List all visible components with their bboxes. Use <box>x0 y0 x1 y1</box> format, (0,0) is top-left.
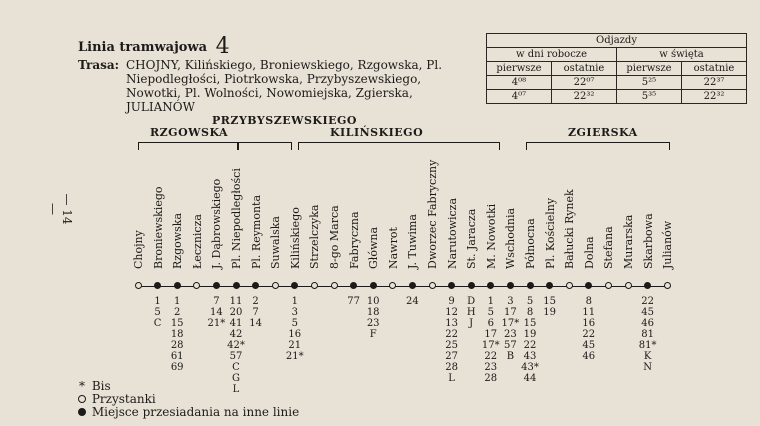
departure-cell: 22³² <box>552 90 617 104</box>
line-number: 28 <box>445 362 458 373</box>
workdays-header: w dni robocze <box>487 48 617 62</box>
line-number: 10 <box>366 296 380 307</box>
transfer-stop-marker <box>507 282 514 289</box>
route-text: CHOJNY, Kilińskiego, Broniewskiego, Rzgowska, Pl. Niepodległości, Piotrkowska, Przybyszewskiego, Nowotki, Pl. Wolności, Nowomiejska, Zgierska, JULIANÓW <box>126 58 443 114</box>
line-number: 42* <box>227 340 245 351</box>
line-number: 8 <box>526 307 534 318</box>
legend-bis-label: Bis <box>91 379 111 393</box>
transfer-stop-marker <box>370 282 377 289</box>
line-number: 7 <box>213 296 220 307</box>
stop-name: Bałucki Rynek <box>563 189 577 269</box>
departure-cell: 22⁰⁷ <box>552 76 617 90</box>
asterisk-icon: * <box>79 379 85 393</box>
transfer-stop-marker <box>448 282 455 289</box>
line-number: 8 <box>585 296 592 307</box>
line-number: 5 <box>154 307 161 318</box>
holidays-header: w święta <box>617 48 747 62</box>
line-number: 45 <box>641 307 654 318</box>
line-number: K <box>643 351 652 362</box>
transfer-stop-marker <box>468 282 475 289</box>
line-number: 24 <box>406 296 419 307</box>
stop-name: Suwalska <box>269 216 283 269</box>
transfer-stop-marker <box>213 282 220 289</box>
line-number: D <box>467 296 476 307</box>
line-number: 13 <box>445 318 458 329</box>
stop-name: Broniewskiego <box>151 186 165 269</box>
departure-cell: 5²⁵ <box>617 76 682 90</box>
line-number: 17* <box>481 340 500 351</box>
line-number: 21* <box>285 351 304 362</box>
street-przybyszewskiego: PRZYBYSZEWSKIEGO <box>212 114 357 127</box>
line-number: 18 <box>366 307 380 318</box>
first-header: pierwsze <box>487 62 552 76</box>
line-number: 14 <box>210 307 223 318</box>
last-header: ostatnie <box>552 62 617 76</box>
line-number: 5 <box>487 307 494 318</box>
line-number: 1 <box>174 296 181 307</box>
line-number: 43 <box>523 351 537 362</box>
transfer-stop-marker <box>487 282 494 289</box>
line-number: 19 <box>543 307 556 318</box>
connecting-lines <box>636 296 660 373</box>
stop-marker <box>193 282 200 289</box>
stop-name: Stefana <box>602 226 616 269</box>
line-number: F <box>369 329 377 340</box>
stop-name: Dolna <box>582 236 596 269</box>
line-number: 15 <box>170 318 184 329</box>
line-number: 46 <box>641 318 654 329</box>
stop-name: Dworzec Fabryczny <box>426 159 439 269</box>
line-number: 6 <box>487 318 494 329</box>
departure-cell: 5³⁵ <box>617 90 682 104</box>
transfer-stop-marker <box>291 282 298 289</box>
transfer-stop-marker <box>174 282 181 289</box>
line-number: 1 <box>487 296 494 307</box>
stop-name: Narutowicza <box>445 197 459 269</box>
line-number: 77 <box>347 296 360 307</box>
stop-name: J. Dąbrowskiego <box>210 178 224 269</box>
line-number: 45 <box>582 340 596 351</box>
stop-name: Nawrot <box>386 227 400 269</box>
line-number: 14 <box>249 318 262 329</box>
transfer-stop-marker <box>350 282 357 289</box>
line-number: 25 <box>445 340 458 351</box>
stop-name: Pl. Kościelny <box>543 197 557 269</box>
line-title <box>78 34 230 59</box>
line-number: 15 <box>523 318 537 329</box>
line-number: 81* <box>638 340 657 351</box>
line-number: 2 <box>174 307 181 318</box>
last-header: ostatnie <box>682 62 747 76</box>
line-number: 28 <box>170 340 184 351</box>
stop-marker <box>135 282 142 289</box>
line-number: 23 <box>366 318 380 329</box>
line-number: 69 <box>170 362 184 373</box>
line-number: 11 <box>582 307 596 318</box>
stop-name: Chojny <box>132 230 145 269</box>
stop-marker <box>605 282 612 289</box>
stop-name: 8-go Marca <box>328 205 341 269</box>
line-number: 2 <box>252 296 259 307</box>
first-header: pierwsze <box>617 62 682 76</box>
stop-name: Północna <box>524 218 537 269</box>
line-number: C <box>232 362 240 373</box>
line-number: 1 <box>154 296 161 307</box>
stop-name: Kilińskiego <box>288 207 302 269</box>
connecting-lines <box>361 296 385 340</box>
street-bracket <box>238 142 292 150</box>
connecting-lines <box>283 296 307 362</box>
connecting-lines <box>400 296 424 307</box>
connecting-lines <box>165 296 189 373</box>
line-number: 27 <box>445 351 458 362</box>
line-number: 22 <box>582 329 596 340</box>
line-number: 44 <box>523 373 537 384</box>
legend-transfer <box>76 406 299 419</box>
connecting-lines <box>244 296 268 329</box>
line-number: 57 <box>229 351 243 362</box>
line-number: 28 <box>484 373 498 384</box>
stop-marker <box>272 282 279 289</box>
route-description <box>78 58 473 114</box>
stop-marker <box>331 282 338 289</box>
line-number: 3 <box>291 307 298 318</box>
street-bracket <box>298 142 500 150</box>
line-number: 22 <box>484 351 498 362</box>
stop-name: Skarbowa <box>641 213 655 269</box>
line-number: 22 <box>641 296 654 307</box>
line-number: 4 <box>215 34 230 59</box>
stop-name: Główna <box>367 226 381 269</box>
stop-name: M. Nowotki <box>484 203 498 269</box>
line-number: 20 <box>229 307 243 318</box>
line-number: 17* <box>501 318 520 329</box>
route-label: Trasa: <box>78 58 120 72</box>
street-rzgowska: RZGOWSKA <box>150 126 229 139</box>
departure-cell: 4⁰⁸ <box>487 76 552 90</box>
line-number: L <box>448 373 455 384</box>
stop-name: St. Jaracza <box>465 208 479 269</box>
transfer-stop-marker <box>527 282 534 289</box>
connecting-lines <box>577 296 601 362</box>
line-number: C <box>153 318 162 329</box>
line-number: 21 <box>288 340 302 351</box>
line-number: 23 <box>484 362 498 373</box>
departures-table <box>486 33 747 104</box>
departure-cell: 4⁰⁷ <box>487 90 552 104</box>
stop-marker <box>311 282 318 289</box>
transfer-stop-marker <box>546 282 553 289</box>
filled-circle-icon <box>78 408 86 416</box>
line-number: 5 <box>526 296 534 307</box>
line-number: J <box>469 318 474 329</box>
line-number: 3 <box>507 296 514 307</box>
line-number: 41 <box>229 318 243 329</box>
line-number: 15 <box>543 296 556 307</box>
stop-marker <box>389 282 396 289</box>
line-number: 23 <box>504 329 517 340</box>
line-number: 81 <box>641 329 654 340</box>
stop-name: Łecznicza <box>190 214 204 269</box>
line-number: 22 <box>445 329 458 340</box>
line-number: 61 <box>170 351 184 362</box>
line-number: 42 <box>229 329 243 340</box>
line-number: B <box>506 351 515 362</box>
line-number: 46 <box>582 351 596 362</box>
line-number: H <box>466 307 476 318</box>
departure-cell: 22³² <box>682 90 747 104</box>
page-number: — 14 — <box>46 193 74 225</box>
line-number: 57 <box>504 340 517 351</box>
stop-name: J. Tuwima <box>406 214 420 269</box>
line-number: 1 <box>291 296 298 307</box>
transfer-stop-marker <box>233 282 240 289</box>
line-number: 17 <box>484 329 498 340</box>
stop-name: Pl. Reymonta <box>249 194 263 269</box>
street-bracket <box>138 142 238 150</box>
legend-transfer-label: Miejsce przesiadania na inne linie <box>91 405 300 419</box>
departure-cell: 22³⁷ <box>682 76 747 90</box>
line-number: G <box>232 373 240 384</box>
line-number: 21* <box>207 318 226 329</box>
stop-marker <box>429 282 436 289</box>
line-number: 5 <box>291 318 298 329</box>
stop-name: Murarska <box>622 214 635 269</box>
departures-header: Odjazdy <box>487 34 747 48</box>
line-number: 9 <box>448 296 455 307</box>
connecting-lines <box>538 296 562 318</box>
line-number: 7 <box>252 307 259 318</box>
line-number: N <box>643 362 652 373</box>
line-number: 22 <box>523 340 537 351</box>
line-number: L <box>232 384 240 395</box>
line-number: 19 <box>523 329 537 340</box>
open-circle-icon <box>78 395 86 403</box>
line-number: 16 <box>288 329 302 340</box>
street-zgierska: ZGIERSKA <box>568 126 638 139</box>
legend-stops-label: Przystanki <box>91 392 156 406</box>
transfer-stop-marker <box>644 282 651 289</box>
line-number: 43* <box>521 362 539 373</box>
street-bracket <box>526 142 670 150</box>
legend <box>76 380 299 419</box>
line-title-label: Linia tramwajowa <box>78 40 208 55</box>
transfer-stop-marker <box>585 282 592 289</box>
stop-name: Pl. Niepodległości <box>230 168 243 269</box>
stop-name: Julianów <box>661 220 675 269</box>
stop-name: Rzgowska <box>171 212 185 269</box>
stop-name: Wschodnia <box>504 207 518 269</box>
stop-marker <box>625 282 632 289</box>
line-number: 12 <box>445 307 458 318</box>
stop-marker <box>566 282 573 289</box>
stop-name: Fabryczna <box>347 211 361 269</box>
stop-marker <box>664 282 671 289</box>
transfer-stop-marker <box>409 282 416 289</box>
transfer-stop-marker <box>252 282 259 289</box>
line-number: 16 <box>582 318 596 329</box>
line-number: 17 <box>504 307 517 318</box>
stop-name: Strzelczyka <box>308 204 322 269</box>
line-number: 18 <box>170 329 184 340</box>
street-kilinskiego: KILIŃSKIEGO <box>330 126 424 139</box>
transfer-stop-marker <box>154 282 161 289</box>
line-number: 11 <box>229 296 243 307</box>
